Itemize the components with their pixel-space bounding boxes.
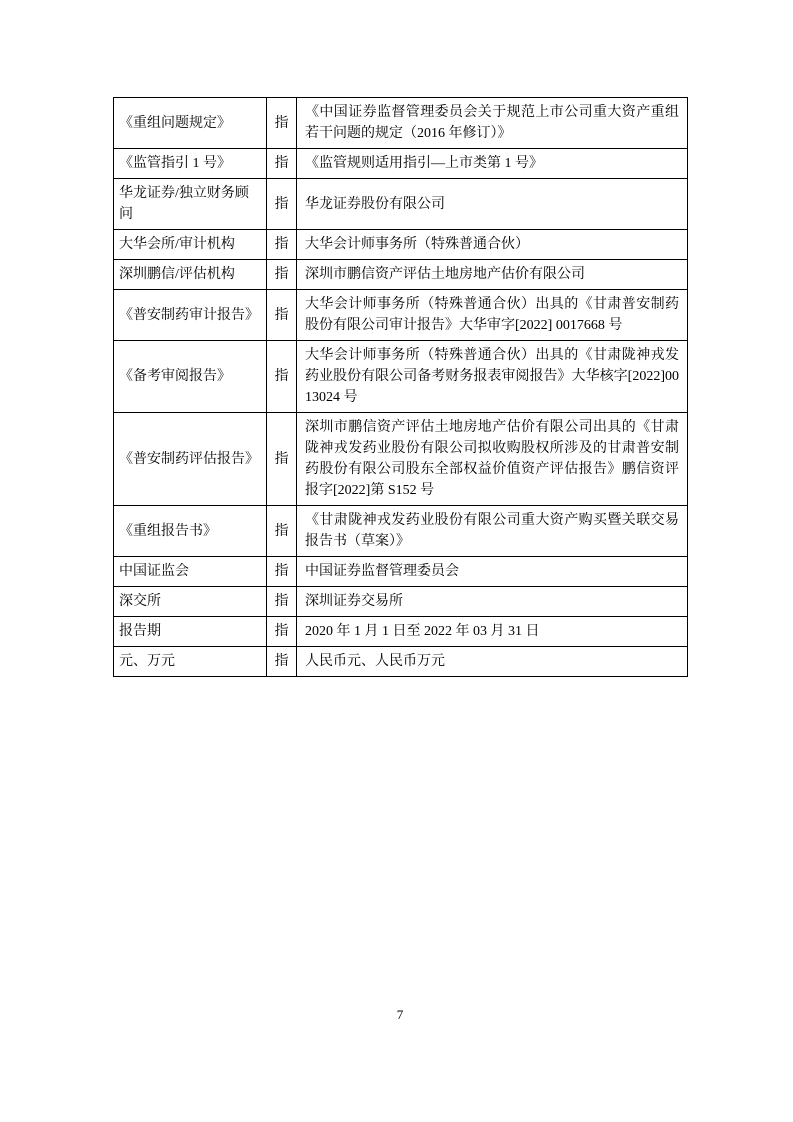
ref-cell: 指 xyxy=(267,341,297,413)
table-row xyxy=(114,260,688,290)
definition-cell: 深圳证券交易所 xyxy=(297,587,688,617)
ref-cell: 指 xyxy=(267,179,297,230)
term-cell: 元、万元 xyxy=(114,647,267,677)
term-cell: 深交所 xyxy=(114,587,267,617)
definition-cell: 华龙证券股份有限公司 xyxy=(297,179,688,230)
term-cell: 报告期 xyxy=(114,617,267,647)
term-cell: 中国证监会 xyxy=(114,557,267,587)
term-cell: 《普安制药审计报告》 xyxy=(114,290,267,341)
term-cell: 大华会所/审计机构 xyxy=(114,230,267,260)
definitions-table xyxy=(113,97,688,677)
table-row xyxy=(114,617,688,647)
table-row xyxy=(114,341,688,413)
table-row xyxy=(114,557,688,587)
ref-cell: 指 xyxy=(267,413,297,506)
page-number: 7 xyxy=(396,1007,404,1022)
definition-cell: 大华会计师事务所（特殊普通合伙）出具的《甘肃普安制药股份有限公司审计报告》大华审字[2022] 0017668 号 xyxy=(297,290,688,341)
definition-cell: 深圳市鹏信资产评估土地房地产估价有限公司出具的《甘肃陇神戎发药业股份有限公司拟收购股权所涉及的甘肃普安制药股份有限公司股东全部权益价值资产评估报告》鹏信资评报字[2022]第 S152 号 xyxy=(297,413,688,506)
definition-cell: 《甘肃陇神戎发药业股份有限公司重大资产购买暨关联交易报告书（草案）》 xyxy=(297,506,688,557)
ref-cell: 指 xyxy=(267,587,297,617)
term-cell: 《重组问题规定》 xyxy=(114,98,267,149)
term-cell: 《重组报告书》 xyxy=(114,506,267,557)
ref-cell: 指 xyxy=(267,260,297,290)
ref-cell: 指 xyxy=(267,149,297,179)
table-row xyxy=(114,506,688,557)
table-row xyxy=(114,179,688,230)
ref-cell: 指 xyxy=(267,290,297,341)
definition-cell: 深圳市鹏信资产评估土地房地产估价有限公司 xyxy=(297,260,688,290)
definition-cell: 中国证券监督管理委员会 xyxy=(297,557,688,587)
definition-cell: 人民币元、人民币万元 xyxy=(297,647,688,677)
table-row xyxy=(114,98,688,149)
term-cell: 华龙证券/独立财务顾问 xyxy=(114,179,267,230)
table-row xyxy=(114,149,688,179)
term-cell: 深圳鹏信/评估机构 xyxy=(114,260,267,290)
table-row xyxy=(114,647,688,677)
ref-cell: 指 xyxy=(267,617,297,647)
ref-cell: 指 xyxy=(267,230,297,260)
definition-cell: 大华会计师事务所（特殊普通合伙） xyxy=(297,230,688,260)
term-cell: 《监管指引 1 号》 xyxy=(114,149,267,179)
table-row xyxy=(114,290,688,341)
ref-cell: 指 xyxy=(267,557,297,587)
definition-cell: 2020 年 1 月 1 日至 2022 年 03 月 31 日 xyxy=(297,617,688,647)
table-row xyxy=(114,413,688,506)
ref-cell: 指 xyxy=(267,506,297,557)
definition-cell: 《监管规则适用指引—上市类第 1 号》 xyxy=(297,149,688,179)
definition-cell: 大华会计师事务所（特殊普通合伙）出具的《甘肃陇神戎发药业股份有限公司备考财务报表审阅报告》大华核字[2022]0013024 号 xyxy=(297,341,688,413)
definition-cell: 《中国证券监督管理委员会关于规范上市公司重大资产重组若干问题的规定（2016 年修订）》 xyxy=(297,98,688,149)
table-row xyxy=(114,587,688,617)
table-row xyxy=(114,230,688,260)
term-cell: 《备考审阅报告》 xyxy=(114,341,267,413)
ref-cell: 指 xyxy=(267,98,297,149)
term-cell: 《普安制药评估报告》 xyxy=(114,413,267,506)
ref-cell: 指 xyxy=(267,647,297,677)
